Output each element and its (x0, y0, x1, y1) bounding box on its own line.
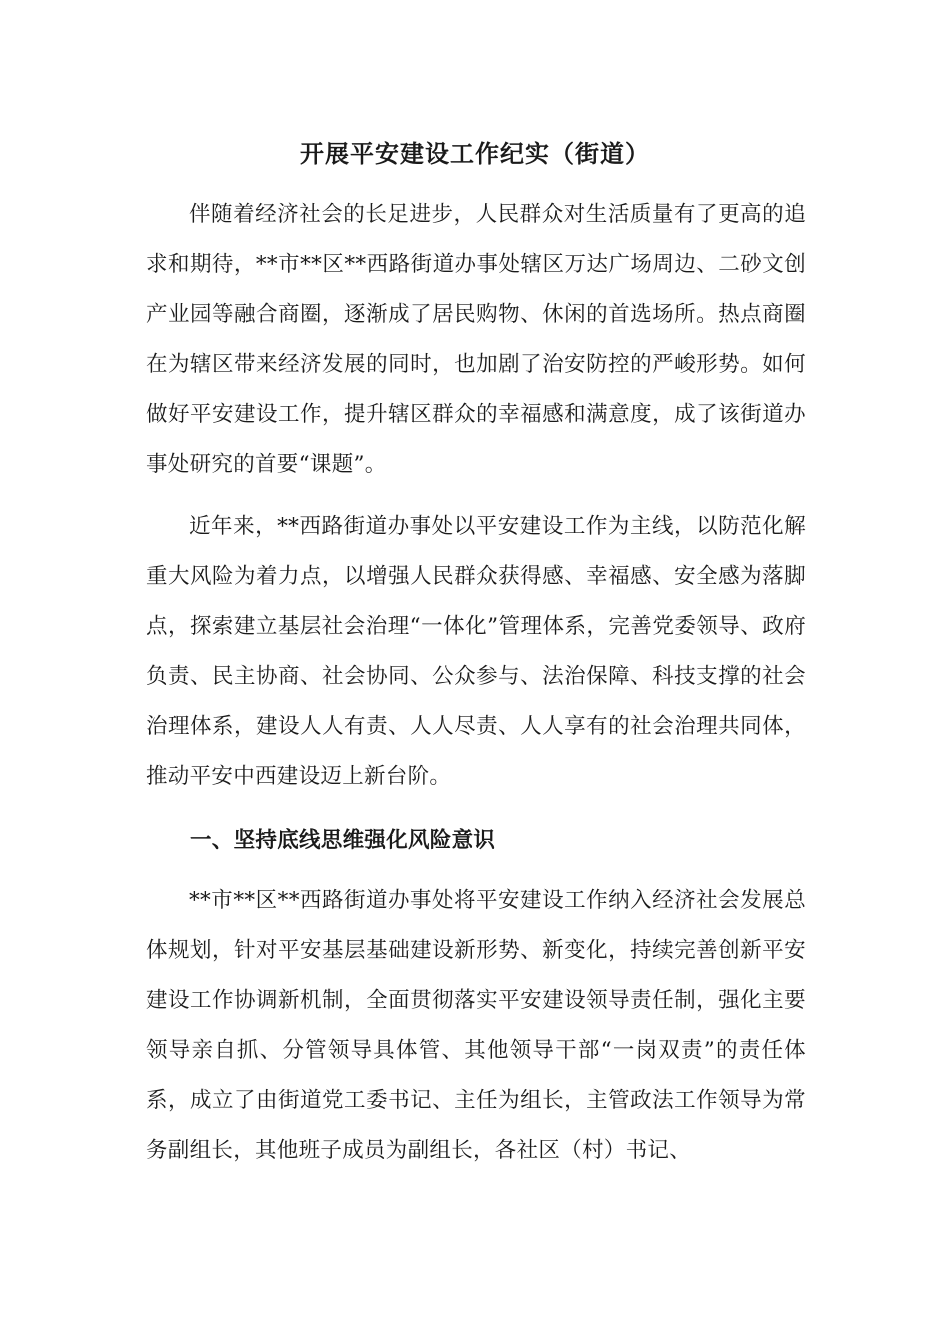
section-heading: 一、坚持底线思维强化风险意识 (190, 828, 496, 853)
body-paragraph-2: 近年来，**西路街道办事处以平安建设工作为主线，以防范化解重大风险为着力点，以增强人民群众获得感、幸福感、安全感为落脚点，探索建立基层社会治理“一体化”管理体系，完善党委领导、政府负责、民主协商、社会协同、公众参与、法治保障、科技支撑的社会治理体系，建设人人有责、人人尽责、人人享有的社会治理共同体，推动平安中西建设迈上新台阶。 (146, 514, 806, 789)
document-title: 开展平安建设工作纪实（街道） (300, 139, 650, 168)
body-paragraph-1: 伴随着经济社会的长足进步，人民群众对生活质量有了更高的追求和期待，**市**区**西路街道办事处辖区万达广场周边、二砂文创产业园等融合商圈，逐渐成了居民购物、休闲的首选场所。热点商圈在为辖区带来经济发展的同时，也加剧了治安防控的严峻形势。如何做好平安建设工作，提升辖区群众的幸福感和满意度，成了该街道办事处研究的首要“课题”。 (146, 202, 806, 477)
section-paragraph: **市**区**西路街道办事处将平安建设工作纳入经济社会发展总体规划，针对平安基层基础建设新形势、新变化，持续完善创新平安建设工作协调新机制，全面贯彻落实平安建设领导责任制，强化主要领导亲自抓、分管领导具体管、其他领导干部“一岗双责”的责任体系，成立了由街道党工委书记、主任为组长，主管政法工作领导为常务副组长，其他班子成员为副组长，各社区（村）书记、 (146, 888, 806, 1163)
